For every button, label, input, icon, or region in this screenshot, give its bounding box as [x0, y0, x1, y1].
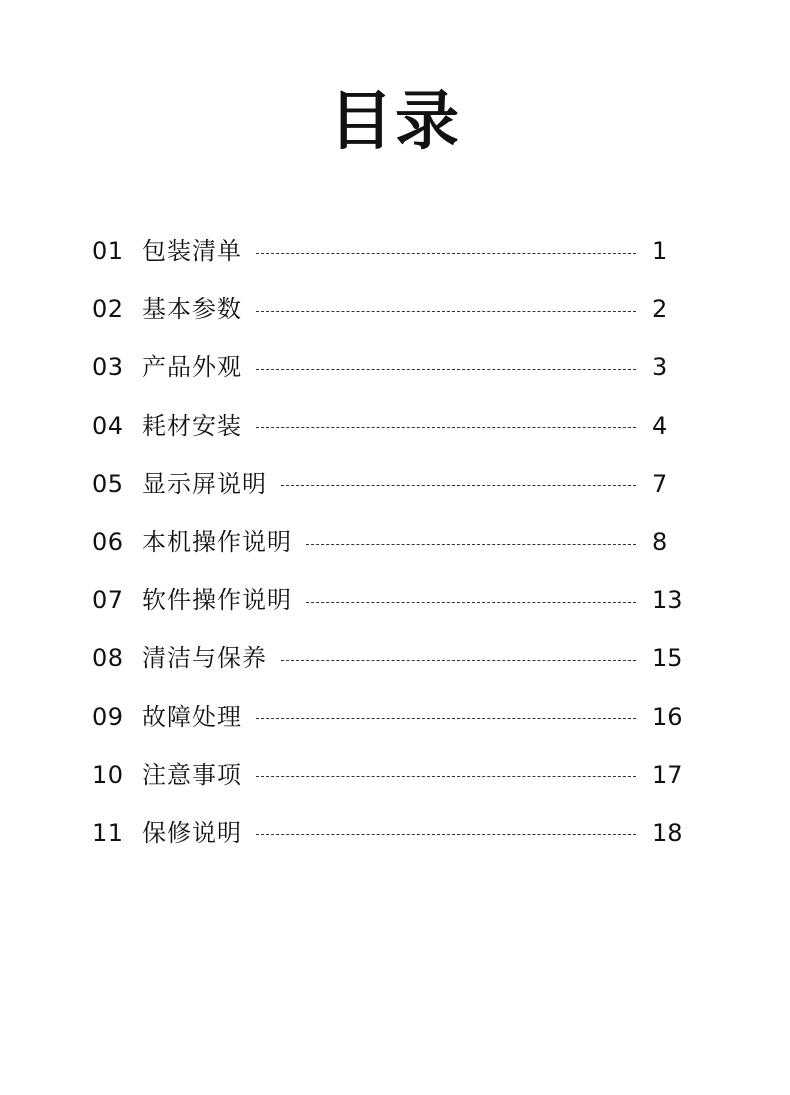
toc-page-number: 4 [652, 411, 668, 440]
page-title: 目录 [329, 85, 461, 159]
toc-leader-dots [306, 544, 636, 545]
toc-item-08[interactable] [92, 629, 688, 687]
toc-number: 05 [92, 469, 124, 498]
toc-number: 09 [92, 702, 124, 731]
toc-page-number: 1 [652, 237, 668, 266]
toc-item-07[interactable] [92, 571, 688, 629]
toc-item-03[interactable] [92, 338, 688, 396]
toc-leader-dots [256, 427, 636, 428]
toc-item-11[interactable] [92, 804, 688, 862]
toc-label: 显示屏说明 [142, 469, 267, 498]
toc-leader-dots [256, 369, 636, 370]
toc-label: 基本参数 [142, 295, 242, 324]
toc-page-number: 15 [652, 644, 683, 673]
toc-label: 包装清单 [142, 237, 242, 266]
toc-leader-dots [306, 602, 636, 603]
toc-label: 软件操作说明 [142, 586, 292, 615]
toc-number: 11 [92, 818, 124, 847]
toc-page-number: 2 [652, 295, 668, 324]
toc-label: 清洁与保养 [142, 644, 267, 673]
toc-leader-dots [281, 660, 636, 661]
toc-leader-dots [256, 718, 636, 719]
toc-label: 故障处理 [142, 702, 242, 731]
toc-page-number: 18 [652, 818, 683, 847]
toc-page-number: 3 [652, 353, 668, 382]
table-of-contents [92, 222, 688, 862]
toc-page-number: 17 [652, 760, 683, 789]
toc-item-02[interactable] [92, 280, 688, 338]
toc-item-06[interactable] [92, 513, 688, 571]
toc-number: 08 [92, 644, 124, 673]
toc-label: 保修说明 [142, 818, 242, 847]
toc-number: 03 [92, 353, 124, 382]
toc-page-number: 16 [652, 702, 683, 731]
toc-label: 本机操作说明 [142, 528, 292, 557]
toc-page-number: 8 [652, 528, 668, 557]
toc-page-number: 7 [652, 469, 668, 498]
toc-item-01[interactable] [92, 222, 688, 280]
toc-label: 注意事项 [142, 760, 242, 789]
toc-leader-dots [256, 311, 636, 312]
toc-number: 10 [92, 760, 124, 789]
toc-leader-dots [281, 485, 636, 486]
toc-leader-dots [256, 834, 636, 835]
toc-number: 06 [92, 528, 124, 557]
toc-leader-dots [256, 253, 636, 254]
toc-number: 04 [92, 411, 124, 440]
toc-page-number: 13 [652, 586, 683, 615]
toc-leader-dots [256, 776, 636, 777]
toc-number: 07 [92, 586, 124, 615]
toc-item-10[interactable] [92, 746, 688, 804]
toc-item-09[interactable] [92, 688, 688, 746]
toc-number: 01 [92, 237, 124, 266]
toc-number: 02 [92, 295, 124, 324]
toc-label: 耗材安装 [142, 411, 242, 440]
toc-label: 产品外观 [142, 353, 242, 382]
toc-item-04[interactable] [92, 397, 688, 455]
toc-item-05[interactable] [92, 455, 688, 513]
